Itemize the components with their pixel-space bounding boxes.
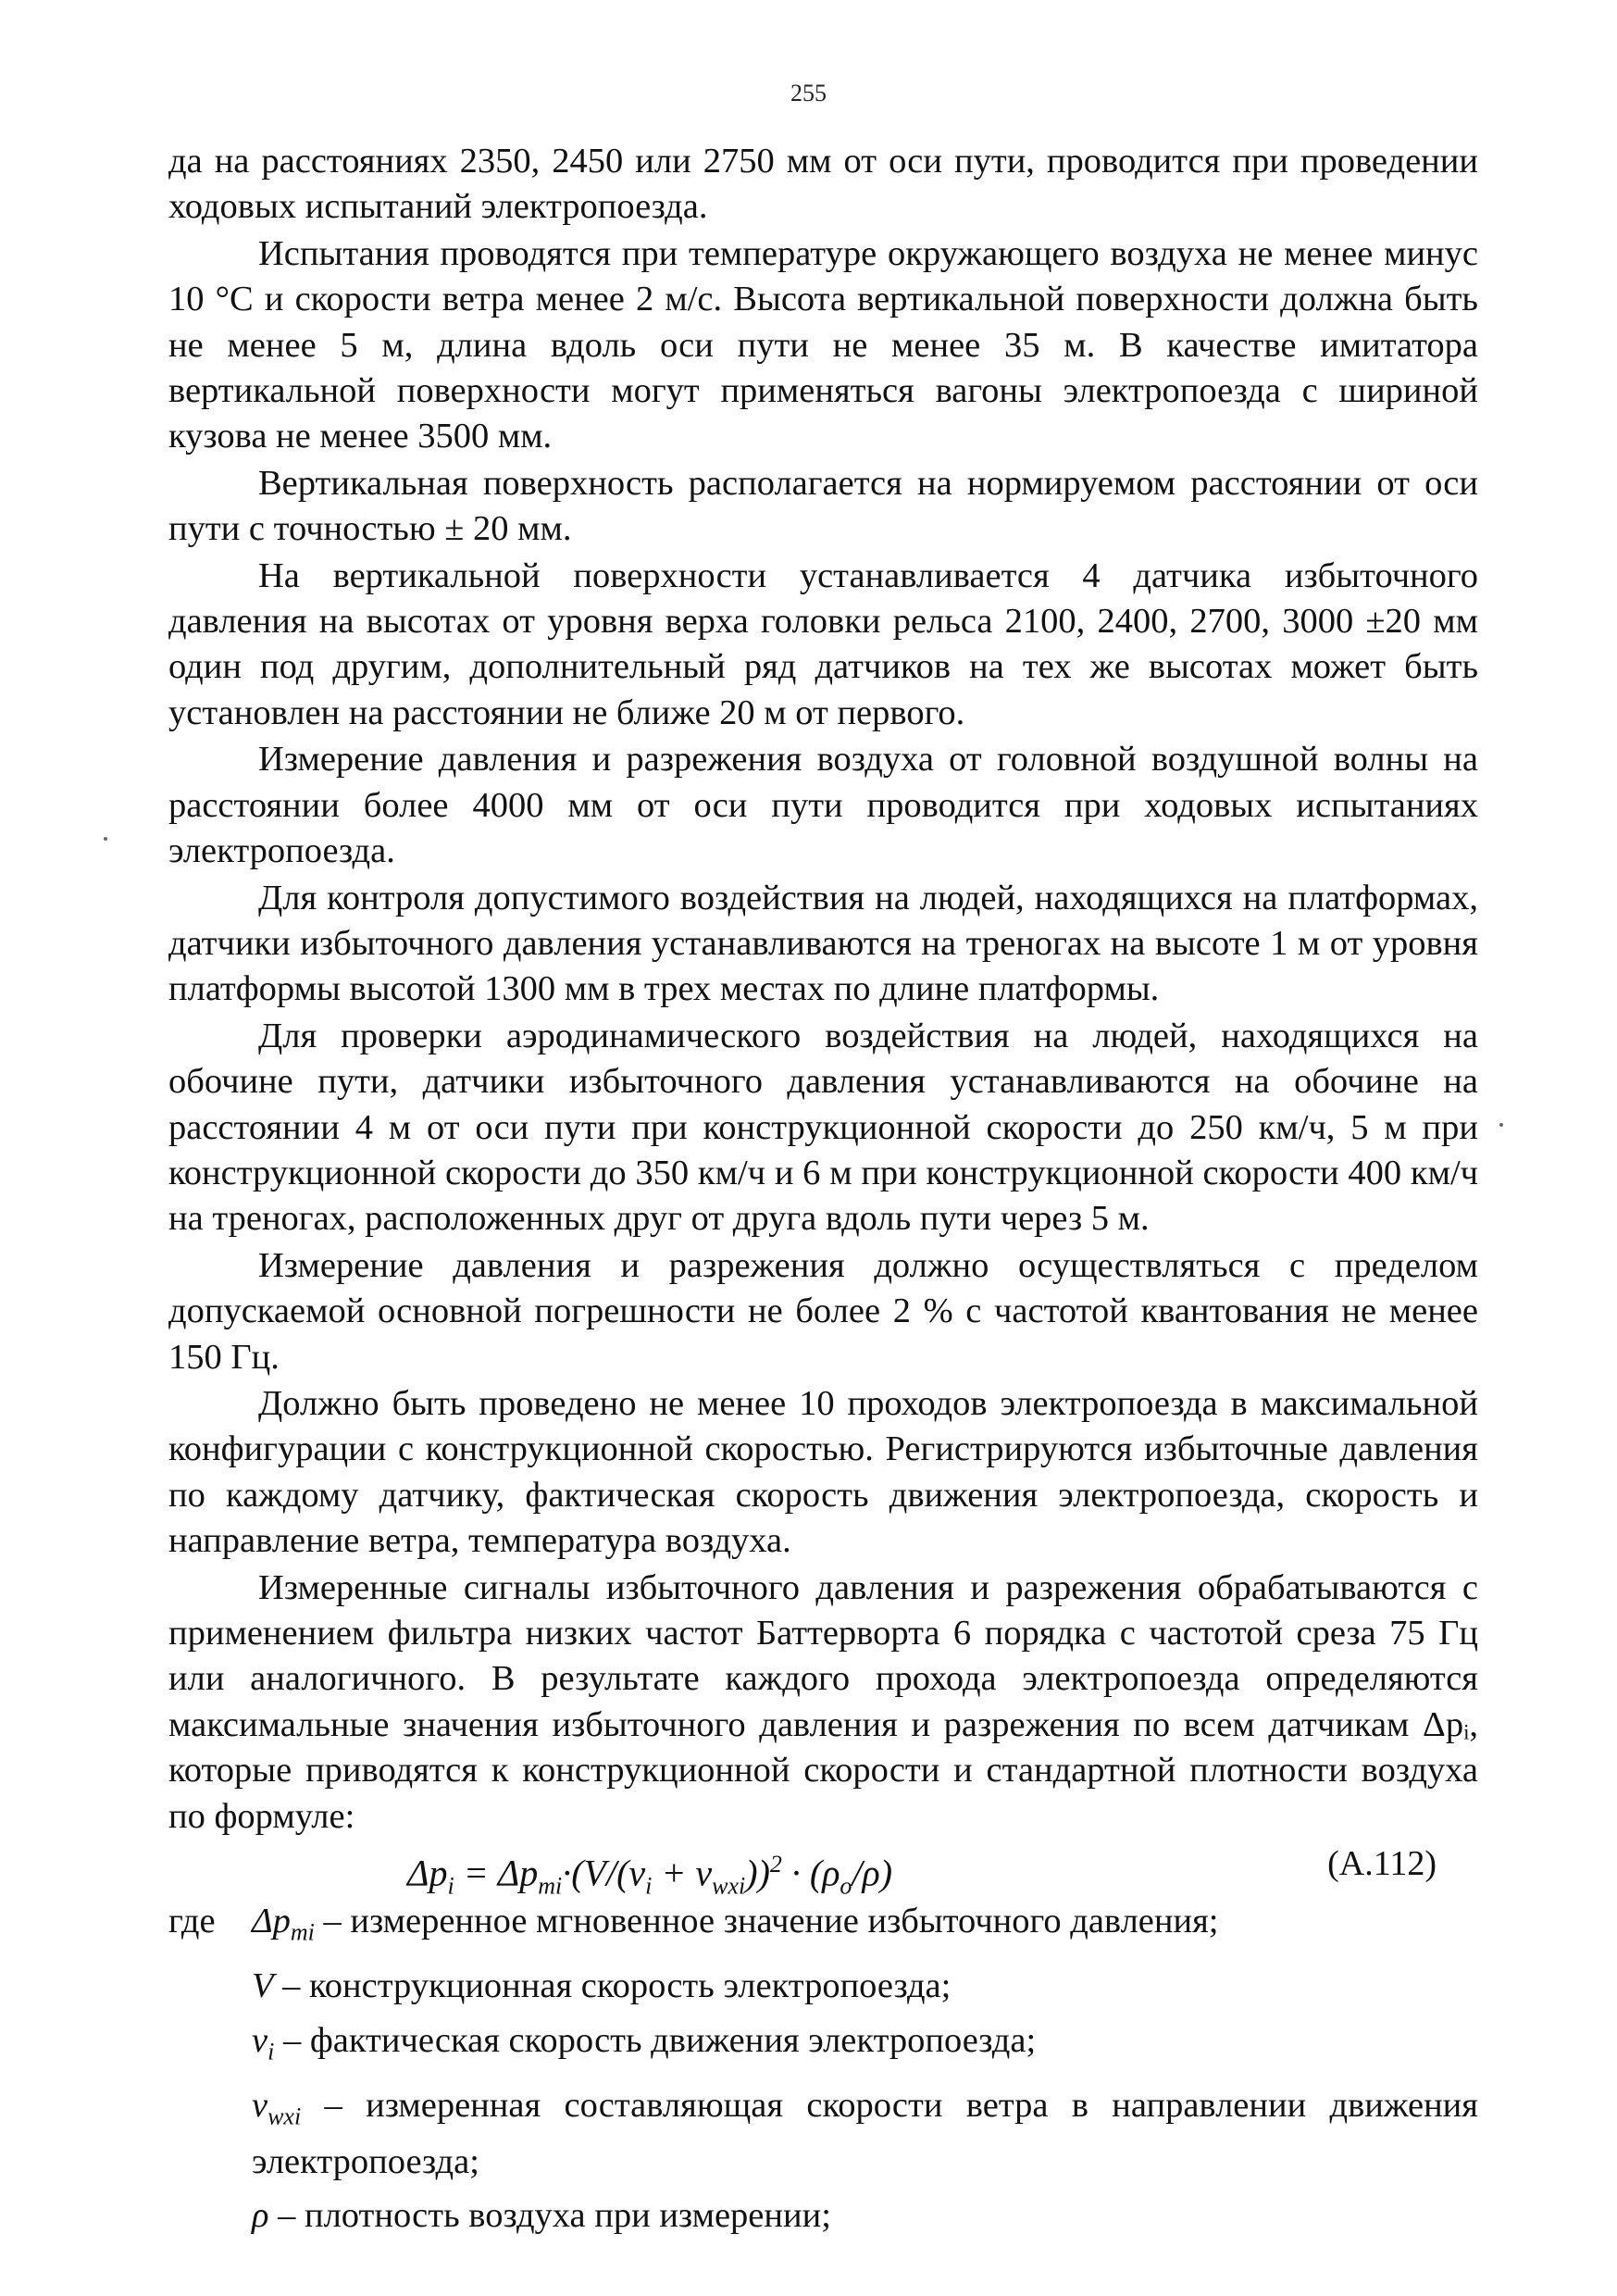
symbol: ρ: [252, 2196, 269, 2236]
page-number: 255: [790, 80, 827, 106]
definition-text: – измеренная составляющая скорости ветра в направлении движения электропоезда;: [252, 2085, 1478, 2181]
definition-item: [168, 1964, 1478, 2009]
paragraph: Для контроля допустимого воздействия на людей, находящихся на платформах, датчики избыточного давления устанавливаются на треногах на высоте 1 м от уровня платформы высотой 1300 мм в трех местах по длине платформы.: [168, 878, 1478, 1009]
symbol: V: [252, 1966, 274, 2006]
where-label: где: [168, 1902, 216, 1941]
definition-item: [168, 1899, 1478, 1955]
definition-text: – измеренное мгновенное значение избыточного давления;: [314, 1902, 1219, 1941]
formula: $\Delta p_i = \Delta p_{mi}\cdot(V/(v_i + v_{wxi}))^2 \cdot (\rho_o/\rho)$: [407, 1851, 893, 1900]
paragraph: Испытания проводятся при температуре окружающего воздуха не менее минус 10 °С и скорости ветра менее 2 м/с. Высота вертикальной поверхности должна быть не менее 5 м, длина вдоль оси пути не менее 35 м. В качестве имитатора вертикальной поверхности могут применяться вагоны электропоезда с шириной кузова не менее 3500 мм.: [168, 233, 1478, 456]
paragraph: Измеренные сигналы избыточного давления и разрежения обрабатываются с применением фильтра низких частот Баттерворта 6 порядка с частотой среза 75 Гц или аналогичного. В результате каждого прохода электропоезда определяются максимальные значения избыточного давления и разрежения по всем датчикам Δpᵢ, которые приводятся к конструкционной скорости и стандартной плотности воздуха по формуле:: [168, 1567, 1478, 1836]
paragraph: Для проверки аэродинамического воздействия на людей, находящихся на обочине пути, датчики избыточного давления устанавливаются на обочине на расстоянии 4 м от оси пути при конструкционной скорости до 250 км/ч, 5 м при конструкционной скорости до 350 км/ч и 6 м при конструкционной скорости 400 км/ч на треногах, расположенных друг от друга вдоль пути через 5 м.: [168, 1016, 1478, 1239]
paragraph: Вертикальная поверхность располагается на нормируемом расстоянии от оси пути с точностью ± 20 мм.: [168, 463, 1478, 549]
symbol: $v_i$: [252, 2020, 275, 2065]
definition-item: [168, 2018, 1478, 2075]
definition-text: – конструкционная скорость электропоезда;: [273, 1966, 952, 2006]
formula-row: [168, 1841, 1478, 1900]
symbol-definitions: [168, 1899, 1478, 2240]
paragraph: да на расстояниях 2350, 2450 или 2750 мм от оси пути, проводится при проведении ходовых испытаний электропоезда.: [168, 142, 1478, 227]
definition-item: [168, 2193, 1478, 2239]
scan-speck: [1499, 1123, 1503, 1127]
symbol: $v_{wxi}$: [252, 2085, 302, 2130]
symbol: $\Delta p_{mi}$: [252, 1902, 315, 1946]
definition-item: [168, 2083, 1478, 2186]
definition-text: – плотность воздуха при измерении;: [268, 2196, 831, 2236]
body-text: [168, 139, 1478, 2248]
paragraph: На вертикальной поверхности устанавливается 4 датчика избыточного давления на высотах от уровня верха головки рельса 2100, 2400, 2700, 3000 ±20 мм один под другим, дополнительный ряд датчиков на тех же высотах может быть установлен на расстоянии не ближе 20 м от первого.: [168, 555, 1478, 732]
equation-number: (А.112): [1327, 1844, 1437, 1884]
paragraph: Должно быть проведено не менее 10 проходов электропоезда в максимальной конфигурации с конструкционной скоростью. Регистрируются избыточные давления по каждому датчику, фактическая скорость движения электропоезда, скорость и направление ветра, температура воздуха.: [168, 1383, 1478, 1561]
paragraph: Измерение давления и разрежения воздуха от головной воздушной волны на расстоянии более 4000 мм от оси пути проводится при ходовых испытаниях электропоезда.: [168, 740, 1478, 871]
definition-text: – фактическая скорость движения электропоезда;: [274, 2020, 1037, 2060]
scan-speck: [104, 837, 107, 841]
paragraph: Измерение давления и разрежения должно осуществляться с пределом допускаемой основной погрешности не более 2 % с частотой квантования не менее 150 Гц.: [168, 1245, 1478, 1377]
